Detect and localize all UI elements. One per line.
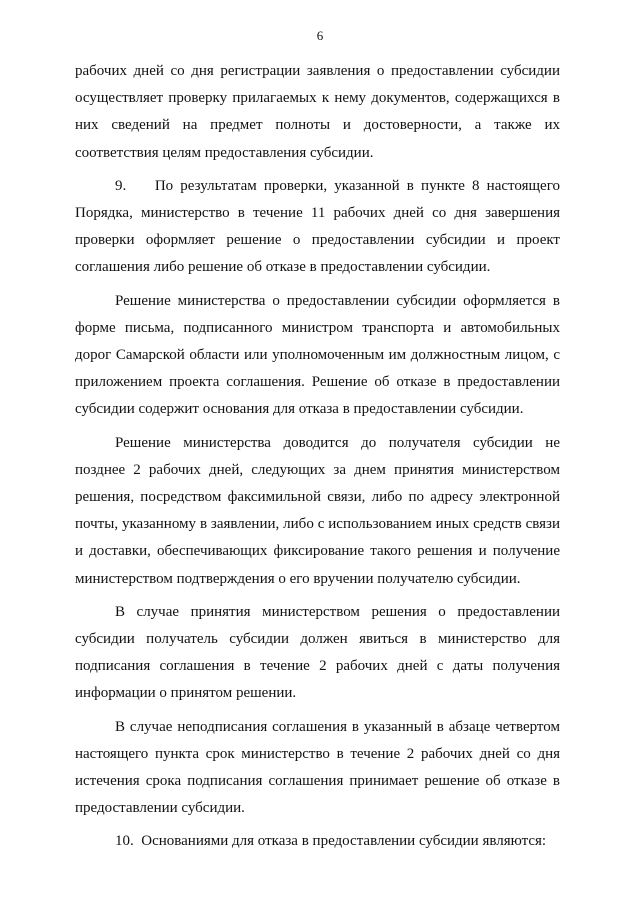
- paragraph-decision-delivery: Решение министерства доводится до получателя субсидии не позднее 2 рабочих дней, следующих за днем принятия министерством решения, посредством факсимильной связи, либо по адресу электронной почты, указанному в заявлении, либо с использованием иных средств связи и доставки, обеспечивающих фиксирование такого решения и получение министерством подтверждения о его вручении получателю субсидии.: [75, 434, 560, 587]
- body-text: [75, 58, 560, 862]
- paragraph-clause-10: 10. Основаниями для отказа в предоставлении субсидии являются:: [115, 833, 547, 850]
- paragraph-1: рабочих дней со дня регистрации заявления о предоставлении субсидии осуществляет проверку прилагаемых к нему документов, содержащихся в них сведений на предмет полноты и достоверности, а также их соответствия целям предоставления субсидии.: [75, 63, 560, 161]
- page-number: 6: [316, 28, 324, 43]
- paragraph-refusal: В случае неподписания соглашения в указанный в абзаце четвертом настоящего пункта срок министерство в течение 2 рабочих дней со дня истечения срока подписания соглашения принимает решение об отказе в предоставлении субсидии.: [75, 718, 560, 817]
- paragraph-clause-9: 9. По результатам проверки, указанной в пункте 8 настоящего Порядка, министерство в течение 11 рабочих дней со дня завершения проверки оформляет решение о предоставлении субсидии и проект соглашения либо решение об отказе в предоставлении субсидии.: [75, 177, 560, 276]
- paragraph-decision-form: Решение министерства о предоставлении субсидии оформляется в форме письма, подписанного министром транспорта и автомобильных дорог Самарской области или уполномоченным им должностным лицом, с приложением проекта соглашения. Решение об отказе в предоставлении субсидии содержит основания для отказа в предоставлении субсидии.: [75, 292, 560, 418]
- paragraph-signing: В случае принятия министерством решения о предоставлении субсидии получатель субсидии должен явиться в министерство для подписания соглашения в течение 2 рабочих дней с даты получения информации о принятом решении.: [75, 603, 560, 702]
